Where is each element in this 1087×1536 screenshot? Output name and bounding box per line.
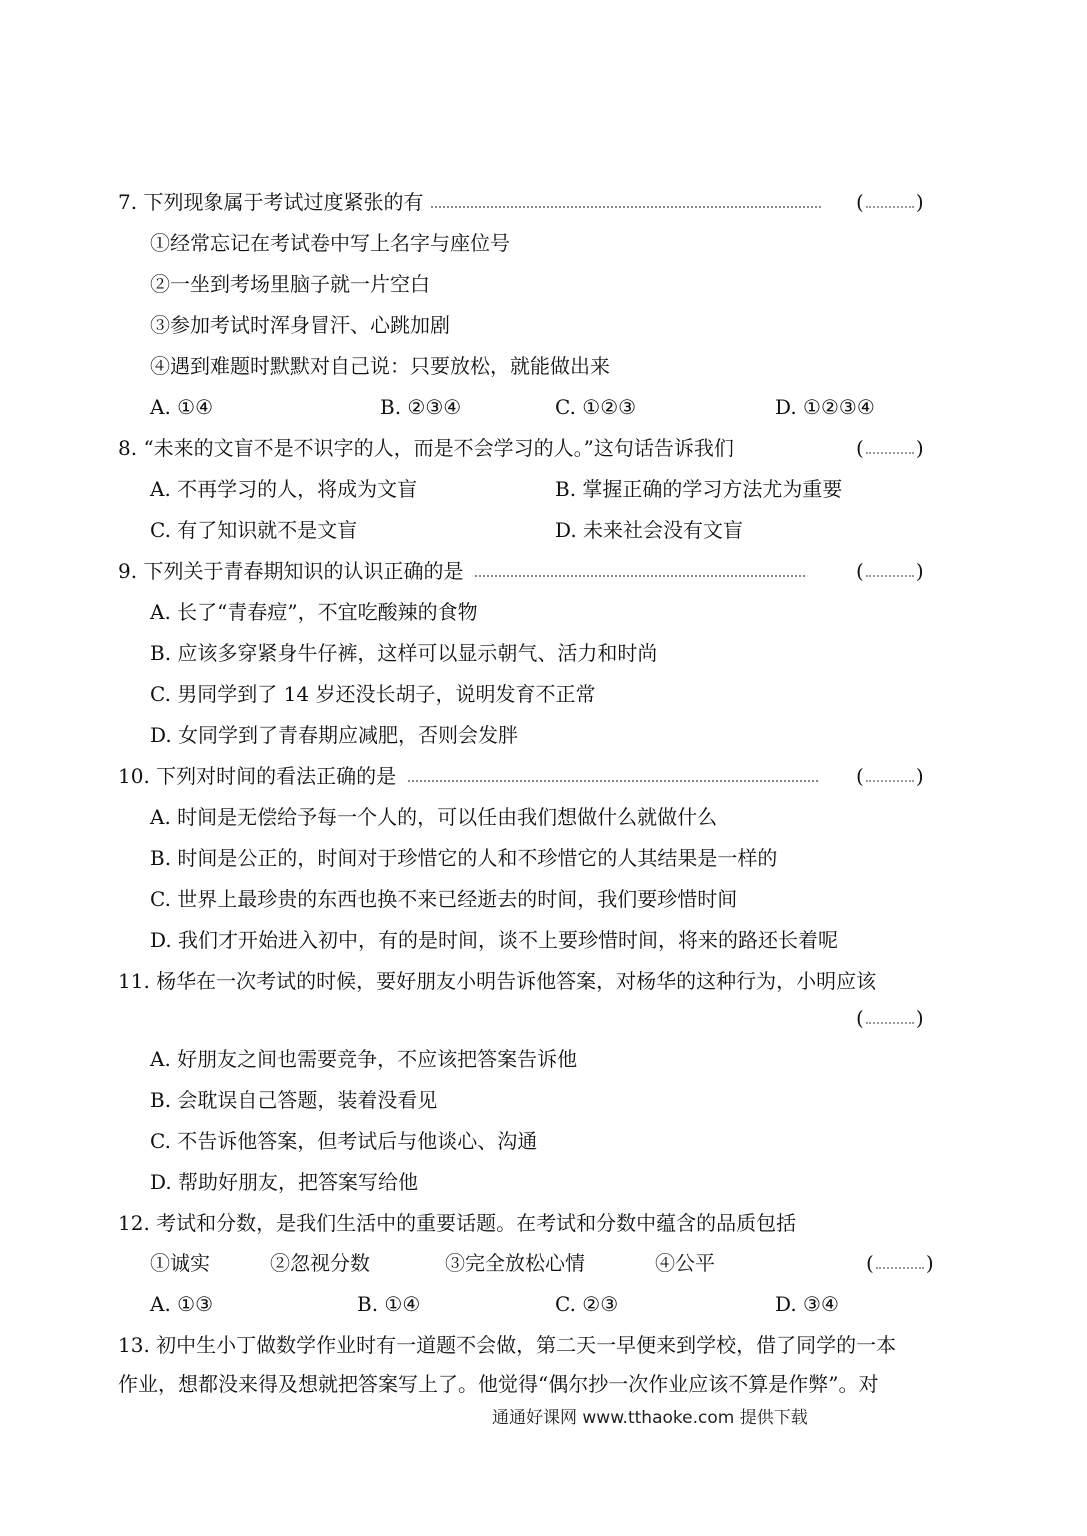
q10-option-b: B. 时间是公正的，时间对于珍惜它的人和不珍惜它的人其结果是一样的 <box>150 846 778 870</box>
q8-answer-blank: ( ) <box>856 436 924 460</box>
q13-line-2: 作业，想都没来得及想就把答案写上了。他觉得“偶尔抄一次作业应该不算是作弊”。对 <box>118 1372 879 1396</box>
q11-option-c: C. 不告诉他答案，但考试后与他谈心、沟通 <box>150 1129 538 1153</box>
q7-answer-blank: ( ) <box>856 190 924 214</box>
q11-option-d: D. 帮助好朋友，把答案写给他 <box>150 1170 419 1194</box>
q8-option-a: A. 不再学习的人，将成为文盲 <box>150 477 418 501</box>
q7-item-2: ②一坐到考场里脑子就一片空白 <box>150 272 430 296</box>
q10-option-c: C. 世界上最珍贵的东西也换不来已经逝去的时间，我们要珍惜时间 <box>150 887 738 911</box>
q7-stem: 7. 下列现象属于考试过度紧张的有 <box>118 188 821 216</box>
q11-stem: 11. 杨华在一次考试的时候，要好朋友小明告诉他答案，对杨华的这种行为，小明应该 <box>118 969 877 993</box>
q12-option-b: B. ①④ <box>357 1292 421 1316</box>
q10-answer-blank: ( ) <box>856 764 924 788</box>
q12-item-2: ②忽视分数 <box>270 1251 370 1275</box>
q7-option-c: C. ①②③ <box>555 395 637 419</box>
q12-option-c: C. ②③ <box>555 1292 619 1316</box>
q9-option-b: B. 应该多穿紧身牛仔裤，这样可以显示朝气、活力和时尚 <box>150 641 658 665</box>
q7-item-3: ③参加考试时浑身冒汗、心跳加剧 <box>150 313 450 337</box>
q12-item-3: ③完全放松心情 <box>445 1251 585 1275</box>
q8-option-c: C. 有了知识就不是文盲 <box>150 518 358 542</box>
q9-stem: 9. 下列关于青春期知识的认识正确的是 <box>118 557 805 585</box>
q10-stem: 10. 下列对时间的看法正确的是 <box>118 762 818 790</box>
q7-option-a: A. ①④ <box>150 395 214 419</box>
q9-option-d: D. 女同学到了青春期应减肥，否则会发胖 <box>150 723 519 747</box>
q7-item-1: ①经常忘记在考试卷中写上名字与座位号 <box>150 231 510 255</box>
q10-option-d: D. 我们才开始进入初中，有的是时间，谈不上要珍惜时间，将来的路还长着呢 <box>150 928 839 952</box>
q11-answer-blank: ( ) <box>856 1006 924 1030</box>
q10-option-a: A. 时间是无偿给予每一个人的，可以任由我们想做什么就做什么 <box>150 805 718 829</box>
q9-option-a: A. 长了“青春痘”，不宜吃酸辣的食物 <box>150 600 478 624</box>
q7-item-4: ④遇到难题时默默对自己说：只要放松，就能做出来 <box>150 354 610 378</box>
q12-option-d: D. ③④ <box>775 1292 839 1316</box>
q8-option-d: D. 未来社会没有文盲 <box>555 518 744 542</box>
q8-stem: 8. “未来的文盲不是不识字的人，而是不会学习的人。”这句话告诉我们 <box>118 436 734 460</box>
q12-stem: 12. 考试和分数，是我们生活中的重要话题。在考试和分数中蕴含的品质包括 <box>118 1211 797 1235</box>
q11-option-a: A. 好朋友之间也需要竞争，不应该把答案告诉他 <box>150 1047 578 1071</box>
q11-option-b: B. 会耽误自己答题，装着没看见 <box>150 1088 438 1112</box>
q12-item-4: ④公平 <box>655 1251 715 1275</box>
q9-answer-blank: ( ) <box>856 559 924 583</box>
q9-option-c: C. 男同学到了 14 岁还没长胡子，说明发育不正常 <box>150 682 596 706</box>
q7-option-b: B. ②③④ <box>380 395 462 419</box>
q13-line-1: 13. 初中生小丁做数学作业时有一道题不会做，第二天一早便来到学校，借了同学的一本 <box>118 1333 897 1357</box>
q12-item-1: ①诚实 <box>150 1251 210 1275</box>
page-footer: 通通好课网 www.tthaoke.com 提供下载 <box>492 1408 808 1428</box>
q8-option-b: B. 掌握正确的学习方法尤为重要 <box>555 477 843 501</box>
q7-option-d: D. ①②③④ <box>775 395 875 419</box>
q12-answer-blank: ( ) <box>866 1251 934 1275</box>
q12-option-a: A. ①③ <box>150 1292 214 1316</box>
